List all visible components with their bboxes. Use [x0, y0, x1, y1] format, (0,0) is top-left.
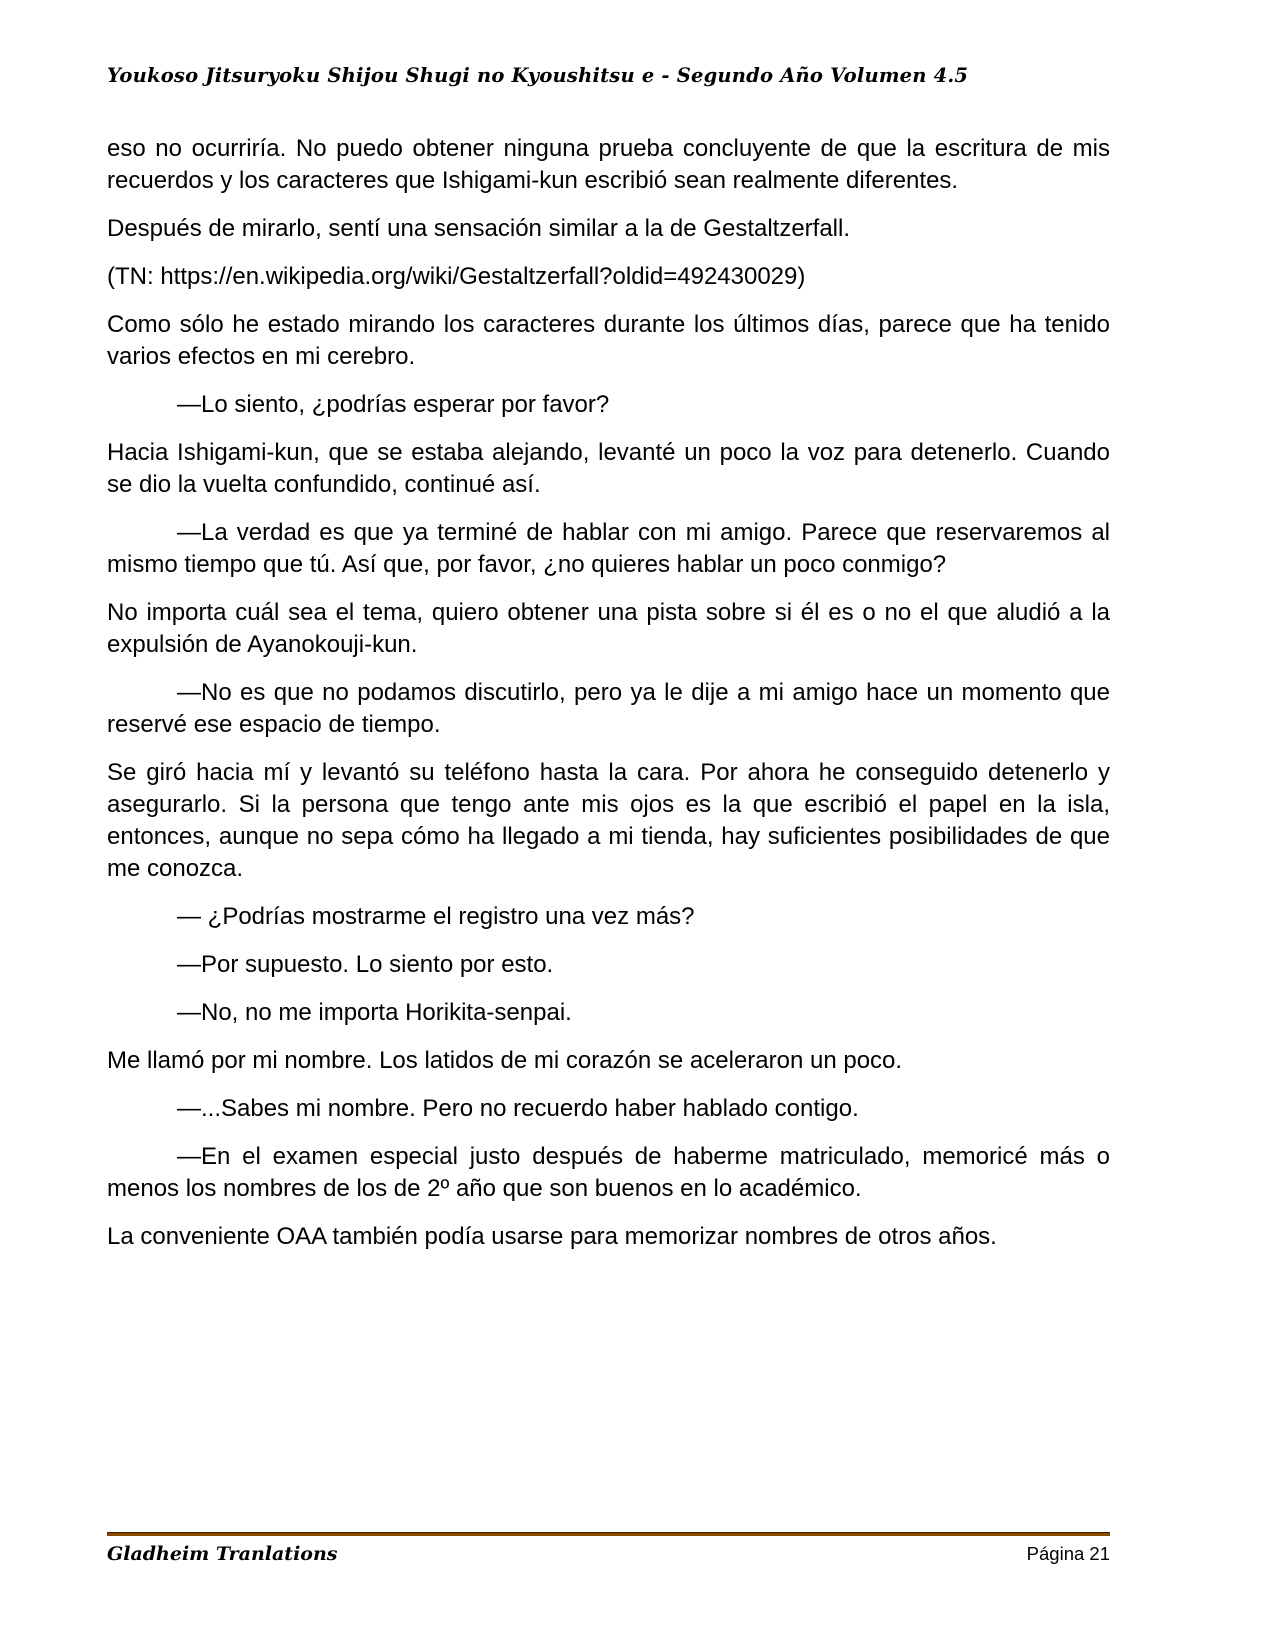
paragraph: Se giró hacia mí y levantó su teléfono hasta la cara. Por ahora he conseguido detenerlo y asegurarlo. Si la persona que tengo ante mis ojos es la que escribió el papel en la isla, entonces, aunque no sepa cómo ha llegado a mi tienda, hay suficientes posibilidades de que me conozca.: [107, 759, 1110, 882]
paragraph: La conveniente OAA también podía usarse para memorizar nombres de otros años.: [107, 1223, 997, 1250]
dialogue-paragraph: —Por supuesto. Lo siento por esto.: [177, 951, 554, 978]
dialogue-paragraph: —La verdad es que ya terminé de hablar con mi amigo. Parece que reservaremos al mismo tiempo que tú. Así que, por favor, ¿no quieres hablar un poco conmigo?: [107, 519, 1110, 578]
footer-rule: [107, 1532, 1110, 1536]
paragraph: Como sólo he estado mirando los caracteres durante los últimos días, parece que ha tenido varios efectos en mi cerebro.: [107, 311, 1110, 370]
page-footer: [107, 1532, 1110, 1565]
paragraph: Después de mirarlo, sentí una sensación similar a la de Gestaltzerfall.: [107, 215, 851, 242]
page-number: Página 21: [1026, 1543, 1110, 1564]
translator-credit: Gladheim Tranlations: [107, 1543, 338, 1565]
body-text: [107, 133, 1110, 1253]
paragraph: eso no ocurriría. No puedo obtener ninguna prueba concluyente de que la escritura de mis recuerdos y los caracteres que Ishigami-kun escribió sean realmente diferentes.: [107, 135, 1110, 194]
dialogue-paragraph: —No es que no podamos discutirlo, pero ya le dije a mi amigo hace un momento que reservé ese espacio de tiempo.: [107, 679, 1110, 738]
dialogue-paragraph: —No, no me importa Horikita-senpai.: [177, 999, 572, 1026]
footer-row: [107, 1543, 1110, 1565]
translation-note: (TN: https://en.wikipedia.org/wiki/Gestaltzerfall?oldid=492430029): [107, 263, 806, 290]
paragraph: Me llamó por mi nombre. Los latidos de mi corazón se aceleraron un poco.: [107, 1047, 903, 1074]
paragraph: Hacia Ishigami-kun, que se estaba alejando, levanté un poco la voz para detenerlo. Cuando se dio la vuelta confundido, continué así.: [107, 439, 1110, 498]
paragraph: No importa cuál sea el tema, quiero obtener una pista sobre si él es o no el que aludió a la expulsión de Ayanokouji-kun.: [107, 599, 1110, 658]
dialogue-paragraph: —...Sabes mi nombre. Pero no recuerdo haber hablado contigo.: [177, 1095, 859, 1122]
page-header-title: Youkoso Jitsuryoku Shijou Shugi no Kyoushitsu e - Segundo Año Volumen 4.5: [107, 64, 969, 87]
dialogue-paragraph: —En el examen especial justo después de haberme matriculado, memoricé más o menos los nombres de los de 2º año que son buenos en lo académico.: [107, 1143, 1110, 1202]
dialogue-paragraph: — ¿Podrías mostrarme el registro una vez más?: [177, 903, 695, 930]
content-area: [107, 0, 1110, 1269]
dialogue-paragraph: —Lo siento, ¿podrías esperar por favor?: [177, 391, 610, 418]
